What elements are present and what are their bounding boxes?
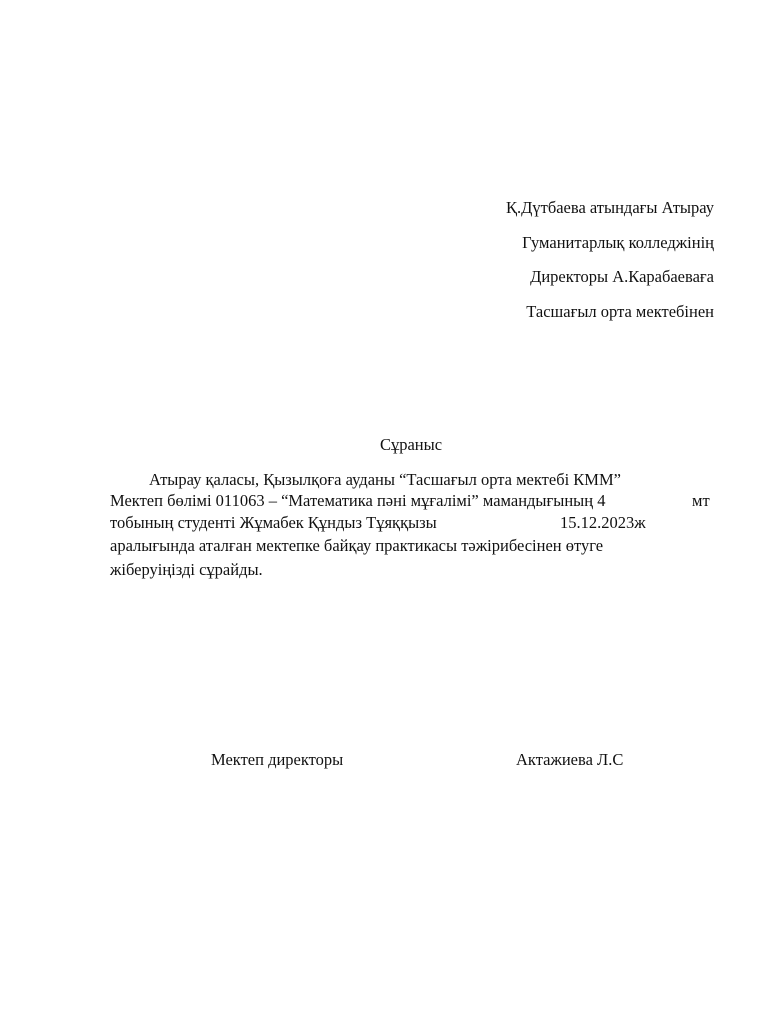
recipient-line-2: Гуманитарлық колледжінің bbox=[522, 233, 714, 252]
body-line-2: Мектеп бөлімі 011063 – “Математика пәні мұғалімі” мамандығының 4 bbox=[110, 491, 606, 510]
document-title: Сұраныс bbox=[379, 435, 443, 454]
signature-role: Мектеп директоры bbox=[211, 750, 344, 769]
recipient-line-4: Тасшағыл орта мектебінен bbox=[526, 302, 714, 321]
signature-name: Актажиева Л.С bbox=[516, 750, 624, 769]
recipient-line-1: Қ.Дүтбаева атындағы Атырау bbox=[505, 198, 714, 217]
body-line-5: жіберуіңізді сұрайды. bbox=[110, 560, 263, 579]
body-line-4: аралығында аталған мектепке байқау практикасы тәжірибесінен өтуге bbox=[110, 536, 604, 555]
recipient-line-3: Директоры А.Карабаеваға bbox=[530, 267, 714, 286]
body-line-3: тобының студенті Жұмабек Құндыз Тұяққызы bbox=[110, 513, 437, 532]
body-line-1: Атырау қаласы, Қызылқоға ауданы “Тасшағыл орта мектебі КММ” bbox=[149, 470, 621, 489]
body-line-3-date: 15.12.2023ж bbox=[560, 513, 646, 532]
body-line-2-tail: мт bbox=[692, 491, 710, 510]
